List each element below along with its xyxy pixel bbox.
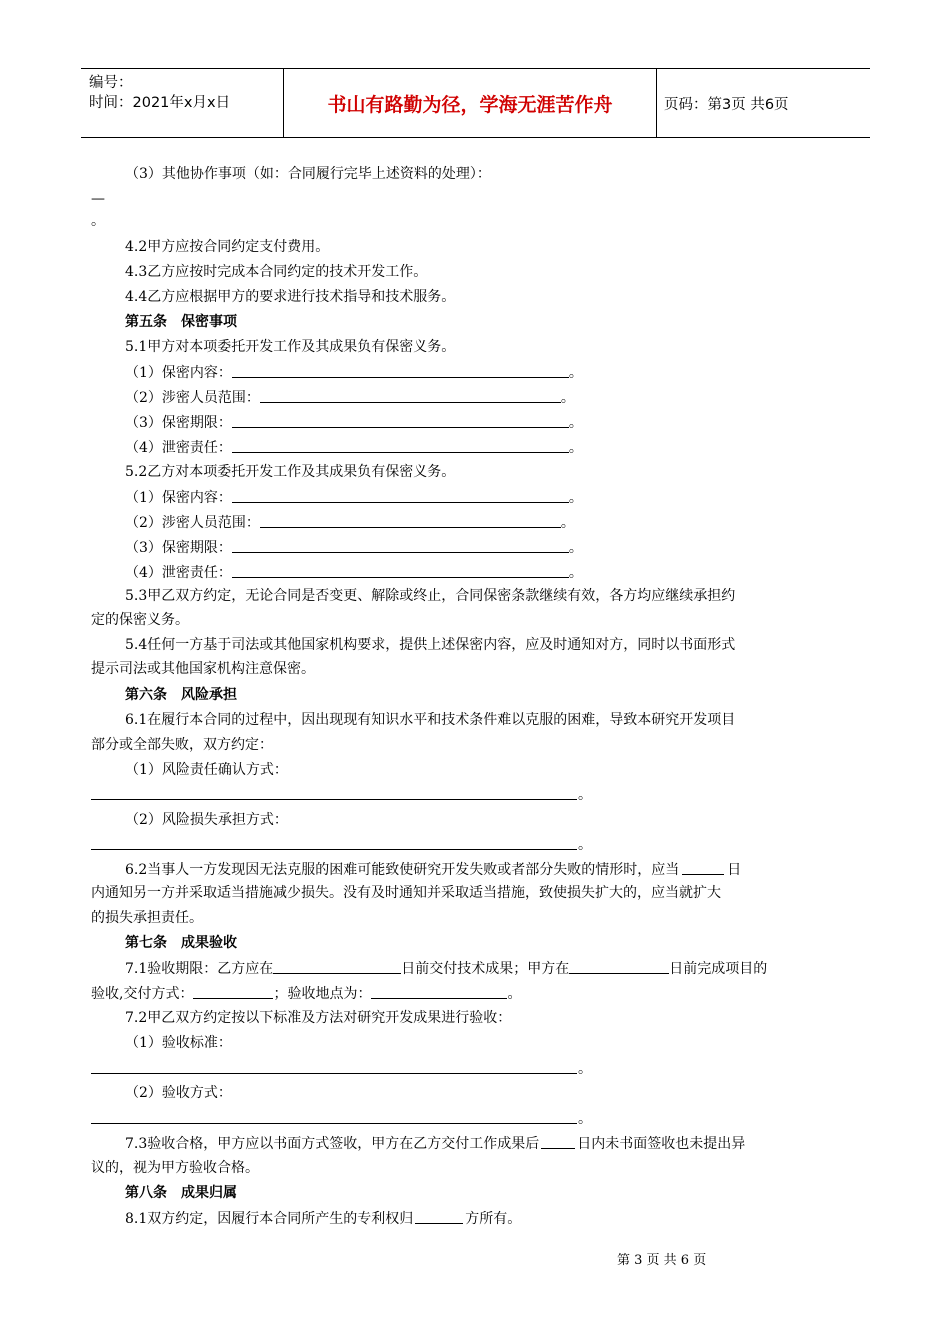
fill-in-line: 7.3验收合格，甲方应以书面方式签收，甲方在乙方交付工作成果后 日内未书面签收也未提出异 (125, 1136, 746, 1152)
paragraph-line: 定的保密义务。 (91, 612, 189, 628)
blank-field[interactable] (232, 413, 569, 428)
blank-field[interactable] (91, 799, 577, 800)
header-page-label: 页码：第3页 共6页 (664, 96, 789, 113)
fill-in-line: （1）保密内容： 。 (125, 490, 583, 506)
section-heading: 第八条 成果归属 (125, 1185, 237, 1201)
blank-field[interactable] (232, 563, 569, 578)
header-meta (89, 73, 230, 113)
paragraph-line: 5.2乙方对本项委托开发工作及其成果负有保密义务。 (125, 464, 456, 480)
header-motto: 书山有路勤为径，学海无涯苦作舟 (327, 93, 613, 116)
page-footer: 第 3 页 共 6 页 (617, 1253, 707, 1268)
fill-in-line: 6.2当事人一方发现因无法克服的困难可能致使研究开发失败或者部分失败的情形时，应当 日 (125, 862, 742, 878)
paragraph-line: 议的，视为甲方验收合格。 (91, 1160, 259, 1176)
paragraph-line: 5.4任何一方基于司法或其他国家机构要求，提供上述保密内容，应及时通知对方，同时以书面形式 (125, 637, 736, 653)
fill-in-line: （4）泄密责任： 。 (125, 565, 583, 581)
paragraph-line: 4.3乙方应按时完成本合同约定的技术开发工作。 (125, 264, 428, 280)
paragraph-line: （2）风险损失承担方式： (125, 812, 288, 828)
period-mark: 。 (578, 1061, 592, 1077)
blank-field[interactable] (91, 1073, 577, 1074)
fill-in-line: （3）保密期限： 。 (125, 415, 583, 431)
fill-in-line: （4）泄密责任： 。 (125, 440, 583, 456)
paragraph-line: （1）验收标准： (125, 1035, 232, 1051)
blank-field[interactable] (232, 538, 569, 553)
paragraph-line: （1）风险责任确认方式： (125, 762, 288, 778)
paragraph-line: 5.1甲方对本项委托开发工作及其成果负有保密义务。 (125, 339, 456, 355)
section-heading: 第六条 风险承担 (125, 687, 237, 703)
fill-in-line: 验收,交付方式： ；验收地点为： 。 (91, 986, 522, 1002)
blank-field[interactable] (541, 1134, 575, 1149)
fill-in-line: （3）保密期限： 。 (125, 540, 583, 556)
fill-in-line: （1）保密内容： 。 (125, 365, 583, 381)
blank-field[interactable] (91, 1123, 577, 1124)
blank-field[interactable] (260, 388, 561, 403)
section-heading: 第七条 成果验收 (125, 935, 237, 951)
page-header (81, 68, 870, 138)
paragraph-line: 部分或全部失败，双方约定： (91, 737, 273, 753)
paragraph-line: 5.3甲乙双方约定，无论合同是否变更、解除或终止，合同保密条款继续有效，各方均应继续承担约 (125, 588, 736, 604)
header-divider (656, 69, 657, 137)
blank-field[interactable] (232, 438, 569, 453)
blank-field[interactable] (91, 849, 577, 850)
blank-field[interactable] (232, 488, 569, 503)
blank-field[interactable] (371, 984, 507, 999)
paragraph-line: （3）其他协作事项（如：合同履行完毕上述资料的处理）： (125, 166, 491, 182)
paragraph-line: 内通知另一方并采取适当措施减少损失。没有及时通知并采取适当措施，致使损失扩大的，应当就扩大 (91, 885, 721, 901)
paragraph-line: 6.1在履行本合同的过程中，因出现现有知识水平和技术条件难以克服的困难，导致本研究开发项目 (125, 712, 736, 728)
period-mark: 。 (578, 1111, 592, 1127)
period-mark: 。 (578, 787, 592, 803)
period-mark: 。 (578, 837, 592, 853)
paragraph-line: 4.2甲方应按合同约定支付费用。 (125, 239, 330, 255)
paragraph-line: 4.4乙方应根据甲方的要求进行技术指导和技术服务。 (125, 289, 456, 305)
fill-in-line: 7.1验收期限：乙方应在 日前交付技术成果；甲方在 日前完成项目的 (125, 961, 768, 977)
document-number-label: 编号： (89, 75, 133, 91)
blank-field[interactable] (273, 959, 401, 974)
blank-field[interactable] (682, 860, 724, 875)
paragraph-line: 7.2甲乙双方约定按以下标准及方法对研究开发成果进行验收： (125, 1010, 512, 1026)
paragraph-line: — (91, 191, 105, 207)
blank-field[interactable] (569, 959, 669, 974)
fill-in-line: （2）涉密人员范围： 。 (125, 390, 575, 406)
paragraph-line: 。 (91, 213, 105, 229)
paragraph-line: 的损失承担责任。 (91, 910, 203, 926)
document-time-label: 时间：2021年x月x日 (89, 95, 231, 111)
section-heading: 第五条 保密事项 (125, 314, 237, 330)
paragraph-line: （2）验收方式： (125, 1085, 232, 1101)
blank-field[interactable] (415, 1209, 463, 1224)
blank-field[interactable] (260, 513, 561, 528)
blank-field[interactable] (232, 363, 569, 378)
blank-field[interactable] (193, 984, 273, 999)
fill-in-line: 8.1双方约定，因履行本合同所产生的专利权归 方所有。 (125, 1211, 522, 1227)
paragraph-line: 提示司法或其他国家机构注意保密。 (91, 661, 315, 677)
fill-in-line: （2）涉密人员范围： 。 (125, 515, 575, 531)
